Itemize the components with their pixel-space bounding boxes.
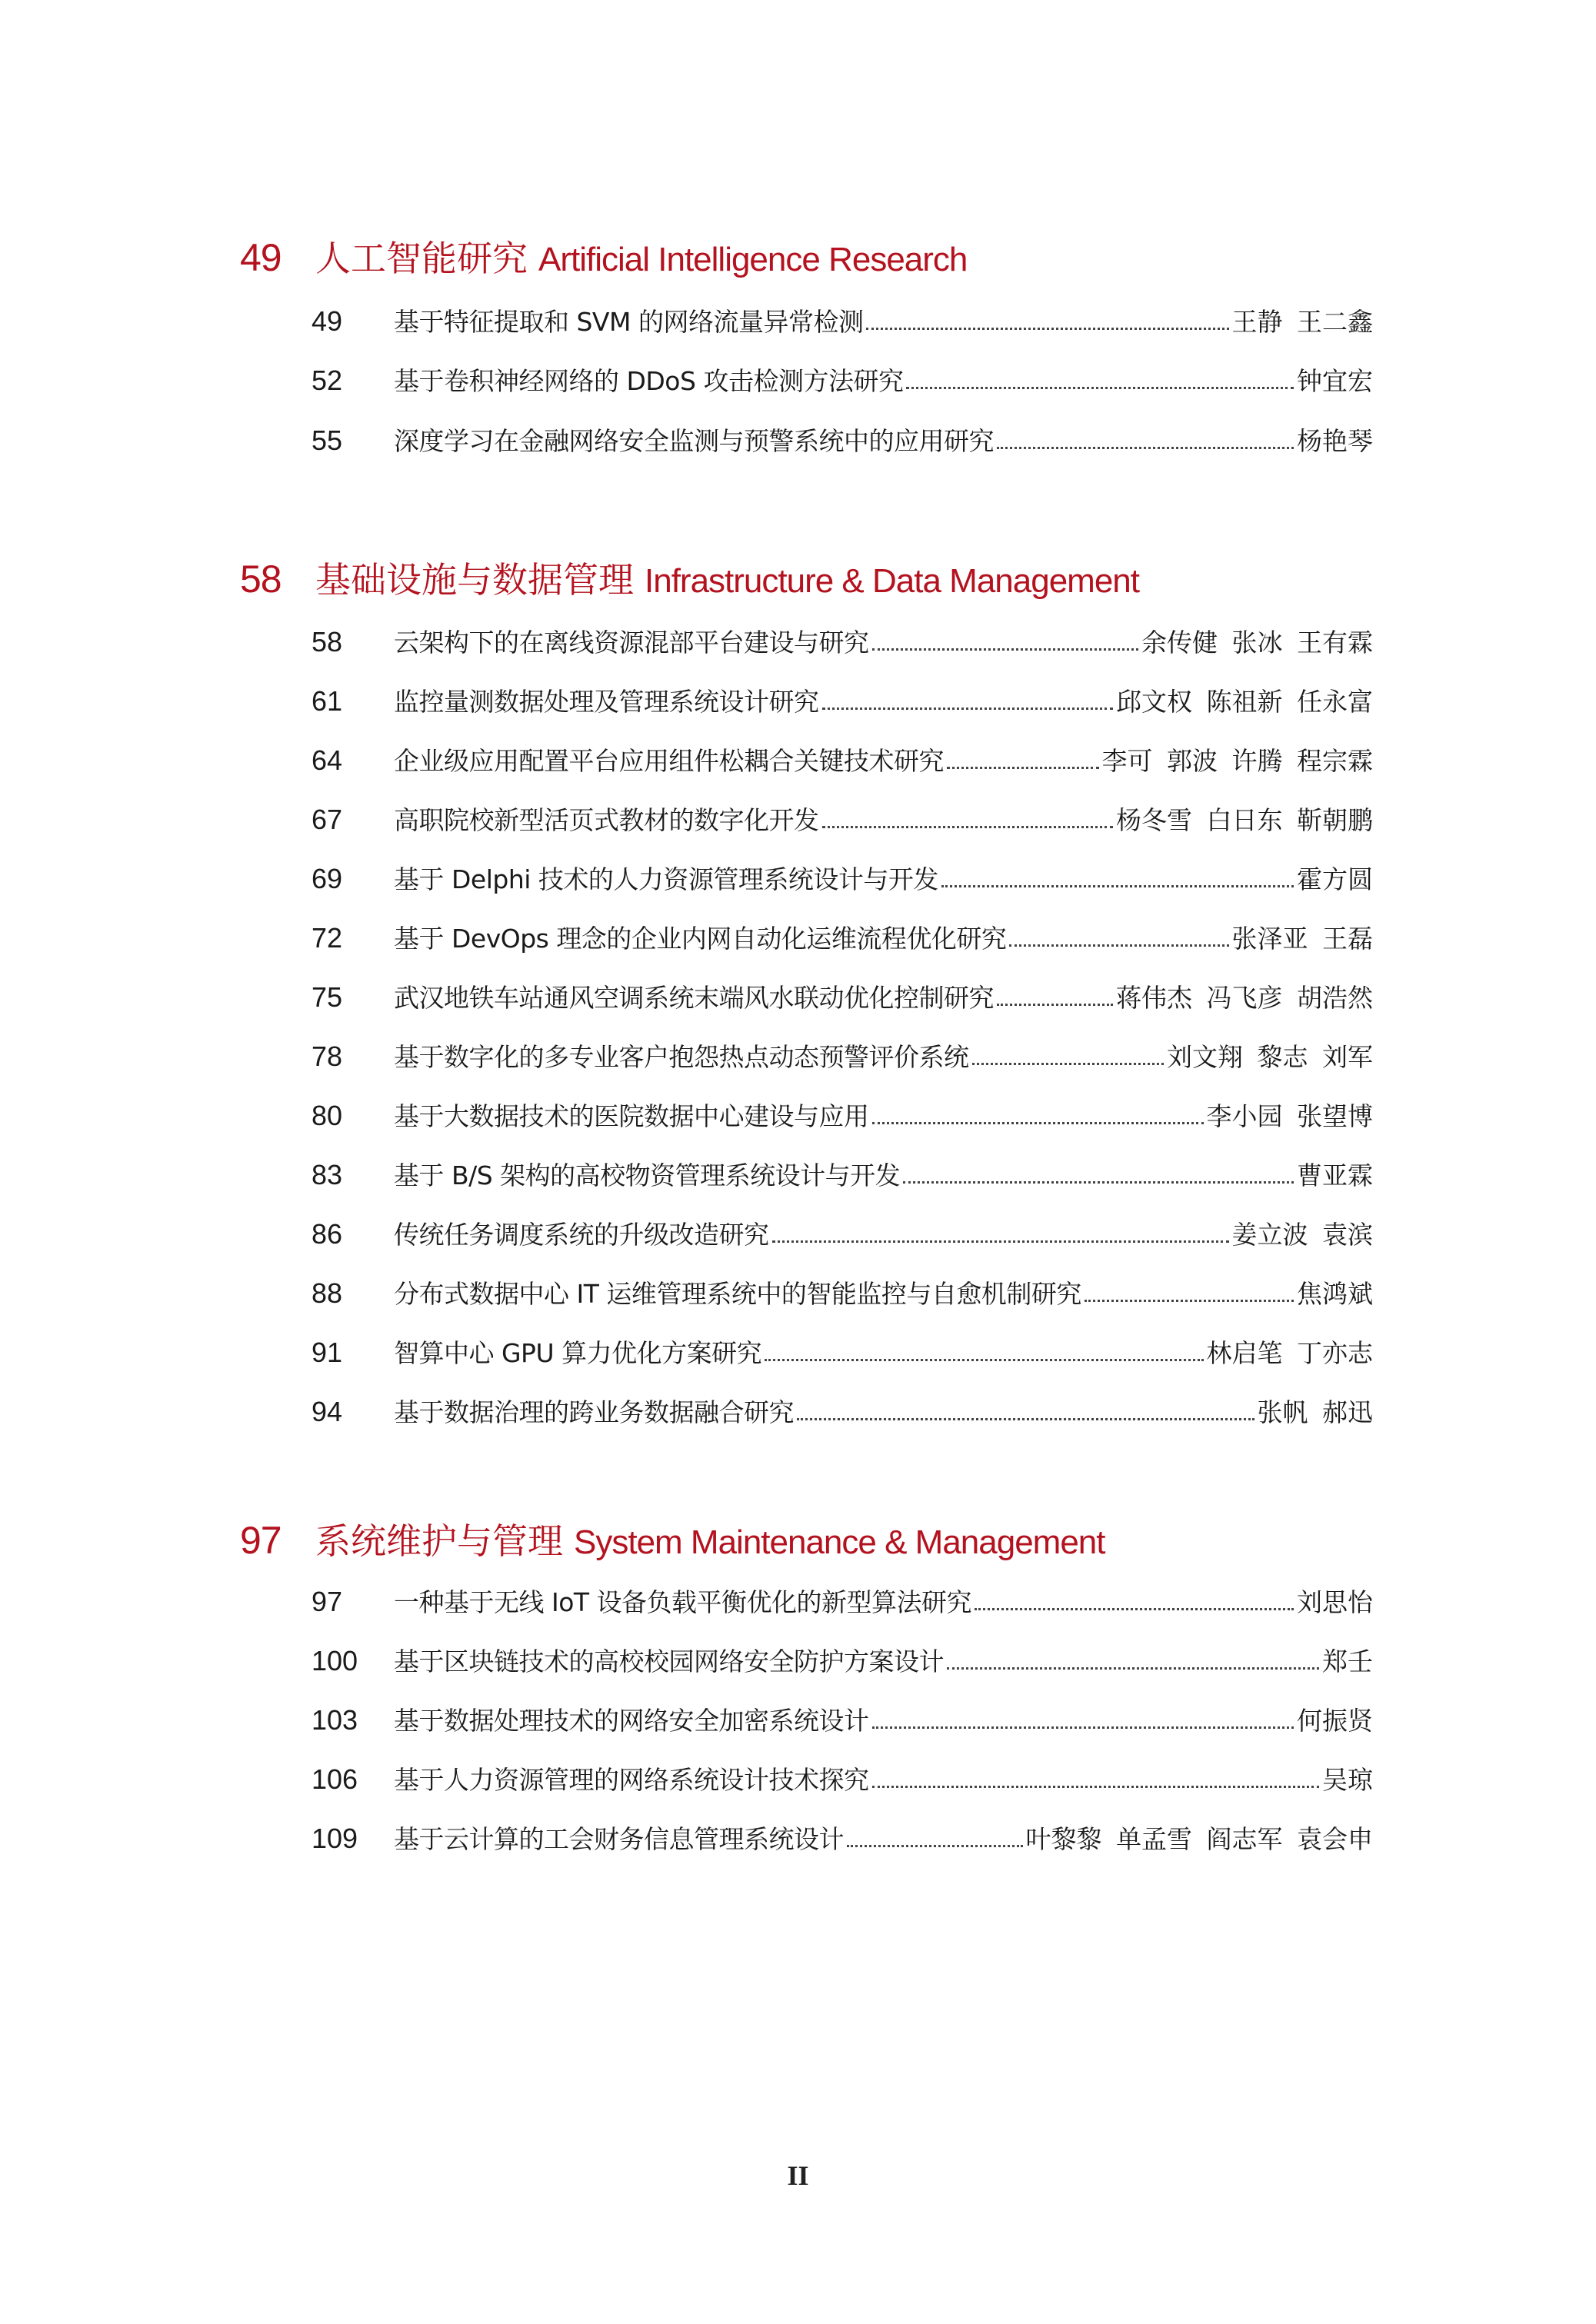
- entry-title: 企业级应用配置平台应用组件松耦合关键技术研究: [394, 746, 944, 776]
- entry-title: 基于人力资源管理的网络系统设计技术探究: [394, 1765, 869, 1795]
- toc-entry[interactable]: [312, 1097, 1373, 1140]
- entry-authors: 杨冬雪 白日东 靳朝鹏: [1116, 805, 1373, 835]
- dot-leader: [1009, 944, 1228, 947]
- entry-page-number: 58: [312, 626, 343, 658]
- entry-authors: 霍方圆: [1297, 864, 1373, 894]
- entry-authors: 蒋伟杰 冯飞彦 胡浩然: [1116, 983, 1373, 1013]
- section-heading: [240, 231, 967, 285]
- entry-title: 基于云计算的工会财务信息管理系统设计: [394, 1824, 844, 1854]
- toc-entry[interactable]: [312, 978, 1373, 1021]
- section-page-number: 97: [240, 1519, 282, 1562]
- entry-page-number: 55: [312, 425, 343, 456]
- entry-title: 深度学习在金融网络安全监测与预警系统中的应用研究: [394, 426, 994, 456]
- section-heading: [240, 1513, 1105, 1567]
- dot-leader: [872, 1122, 1204, 1124]
- dot-leader: [822, 708, 1114, 710]
- entry-page-number: 100: [312, 1645, 358, 1676]
- entry-title: 基于特征提取和 SVM 的网络流量异常检测: [394, 307, 864, 337]
- toc-entry[interactable]: [312, 1642, 1373, 1685]
- toc-entry[interactable]: [312, 741, 1373, 784]
- toc-entry[interactable]: [312, 1583, 1373, 1626]
- toc-entry[interactable]: [312, 1156, 1373, 1199]
- entry-title: 基于 B/S 架构的高校物资管理系统设计与开发: [394, 1160, 901, 1190]
- entry-authors: 钟宜宏: [1297, 366, 1373, 396]
- toc-entry[interactable]: [312, 919, 1373, 962]
- section-title-en: System Maintenance & Management: [574, 1523, 1105, 1561]
- entry-title: 基于大数据技术的医院数据中心建设与应用: [394, 1101, 869, 1131]
- toc-entry[interactable]: [312, 1701, 1373, 1744]
- entry-authors: 张泽亚 王磊: [1231, 924, 1373, 954]
- dot-leader: [997, 447, 1294, 449]
- toc-entry[interactable]: [312, 801, 1373, 844]
- toc-entry[interactable]: [312, 302, 1373, 345]
- toc-entry[interactable]: [312, 361, 1373, 405]
- entry-title: 一种基于无线 IoT 设备负载平衡优化的新型算法研究: [394, 1587, 972, 1617]
- toc-entry[interactable]: [312, 623, 1373, 666]
- entry-authors: 刘思怡: [1297, 1587, 1373, 1617]
- toc-entry[interactable]: [312, 860, 1373, 903]
- entry-authors: 李小园 张望博: [1206, 1101, 1373, 1131]
- entry-page-number: 61: [312, 685, 343, 717]
- entry-title: 智算中心 GPU 算力优化方案研究: [394, 1338, 762, 1368]
- entry-page-number: 67: [312, 804, 343, 835]
- dot-leader: [765, 1359, 1203, 1361]
- toc-entry[interactable]: [312, 1037, 1373, 1080]
- entry-title: 基于 Delphi 技术的人力资源管理系统设计与开发: [394, 864, 938, 894]
- entry-title: 基于区块链技术的高校校园网络安全防护方案设计: [394, 1646, 944, 1676]
- entry-title: 基于 DevOps 理念的企业内网自动化运维流程优化研究: [394, 924, 1007, 954]
- dot-leader: [797, 1418, 1254, 1420]
- dot-leader: [772, 1240, 1229, 1243]
- entry-page-number: 75: [312, 981, 343, 1013]
- section-page-number: 58: [240, 558, 282, 601]
- entry-title: 基于数据处理技术的网络安全加密系统设计: [394, 1706, 869, 1736]
- entry-title: 监控量测数据处理及管理系统设计研究: [394, 687, 819, 717]
- entry-title: 分布式数据中心 IT 运维管理系统中的智能监控与自愈机制研究: [394, 1279, 1081, 1309]
- entry-authors: 吴琼: [1322, 1765, 1373, 1795]
- entry-authors: 姜立波 袁滨: [1231, 1220, 1373, 1250]
- entry-page-number: 52: [312, 365, 343, 396]
- entry-title: 传统任务调度系统的升级改造研究: [394, 1220, 769, 1250]
- entry-authors: 刘文翔 黎志 刘军: [1167, 1042, 1373, 1072]
- entry-page-number: 106: [312, 1763, 358, 1795]
- entry-authors: 曹亚霖: [1297, 1160, 1373, 1190]
- dot-leader: [947, 1667, 1319, 1670]
- toc-entry[interactable]: [312, 1820, 1373, 1863]
- entry-title: 武汉地铁车站通风空调系统末端风水联动优化控制研究: [394, 983, 994, 1013]
- section-title-cn: 基础设施与数据管理: [315, 559, 634, 601]
- dot-leader: [941, 885, 1294, 887]
- toc-entry[interactable]: [312, 1333, 1373, 1377]
- dot-leader: [972, 1063, 1165, 1065]
- section-page-number: 49: [240, 236, 282, 279]
- section-heading: [240, 552, 1139, 606]
- section-title-en: Infrastructure & Data Management: [645, 562, 1139, 600]
- dot-leader: [822, 826, 1114, 828]
- dot-leader: [997, 1004, 1113, 1006]
- dot-leader: [906, 387, 1294, 389]
- entry-page-number: 72: [312, 922, 343, 954]
- entry-page-number: 103: [312, 1704, 358, 1736]
- entry-page-number: 86: [312, 1218, 343, 1250]
- toc-entry[interactable]: [312, 1760, 1373, 1803]
- entry-page-number: 94: [312, 1396, 343, 1427]
- entry-authors: 李可 郭波 许腾 程宗霖: [1101, 746, 1373, 776]
- entry-authors: 王静 王二鑫: [1231, 307, 1373, 337]
- toc-entry[interactable]: [312, 1215, 1373, 1258]
- entry-title: 基于数据治理的跨业务数据融合研究: [394, 1397, 794, 1427]
- entry-page-number: 88: [312, 1277, 343, 1309]
- page-number-footer: II: [787, 2160, 809, 2191]
- toc-entry[interactable]: [312, 682, 1373, 725]
- dot-leader: [1085, 1300, 1294, 1302]
- entry-title: 基于卷积神经网络的 DDoS 攻击检测方法研究: [394, 366, 904, 396]
- entry-page-number: 64: [312, 744, 343, 776]
- dot-leader: [872, 1726, 1294, 1729]
- dot-leader: [866, 328, 1228, 330]
- entry-authors: 林启笔 丁亦志: [1206, 1338, 1373, 1368]
- entry-authors: 叶黎黎 单孟雪 阎志军 袁会申: [1025, 1824, 1373, 1854]
- entry-page-number: 91: [312, 1337, 343, 1368]
- dot-leader: [903, 1181, 1294, 1184]
- entry-page-number: 80: [312, 1100, 343, 1131]
- toc-entry[interactable]: [312, 421, 1373, 464]
- toc-entry[interactable]: [312, 1393, 1373, 1436]
- entry-title: 高职院校新型活页式教材的数字化开发: [394, 805, 819, 835]
- dot-leader: [872, 1786, 1320, 1788]
- dot-leader: [847, 1845, 1023, 1847]
- entry-authors: 郑壬: [1322, 1646, 1373, 1676]
- dot-leader: [975, 1608, 1294, 1610]
- dot-leader: [872, 648, 1139, 651]
- section-title-cn: 系统维护与管理: [315, 1520, 563, 1562]
- section-title-en: Artificial Intelligence Research: [538, 241, 968, 278]
- entry-authors: 余传健 张冰 王有霖: [1141, 628, 1373, 658]
- section-title-cn: 人工智能研究: [315, 238, 528, 279]
- entry-title: 云架构下的在离线资源混部平台建设与研究: [394, 628, 869, 658]
- entry-page-number: 69: [312, 863, 343, 894]
- entry-authors: 何振贤: [1297, 1706, 1373, 1736]
- entry-authors: 张帆 郝迅: [1257, 1397, 1373, 1427]
- entry-page-number: 78: [312, 1040, 343, 1072]
- toc-entry[interactable]: [312, 1274, 1373, 1317]
- entry-page-number: 97: [312, 1586, 343, 1617]
- entry-page-number: 83: [312, 1159, 343, 1190]
- entry-authors: 焦鸿斌: [1297, 1279, 1373, 1309]
- entry-title: 基于数字化的多专业客户抱怨热点动态预警评价系统: [394, 1042, 969, 1072]
- dot-leader: [947, 767, 1099, 769]
- entry-page-number: 109: [312, 1823, 358, 1854]
- entry-page-number: 49: [312, 305, 343, 337]
- entry-authors: 杨艳琴: [1297, 426, 1373, 456]
- entry-authors: 邱文权 陈祖新 任永富: [1116, 687, 1373, 717]
